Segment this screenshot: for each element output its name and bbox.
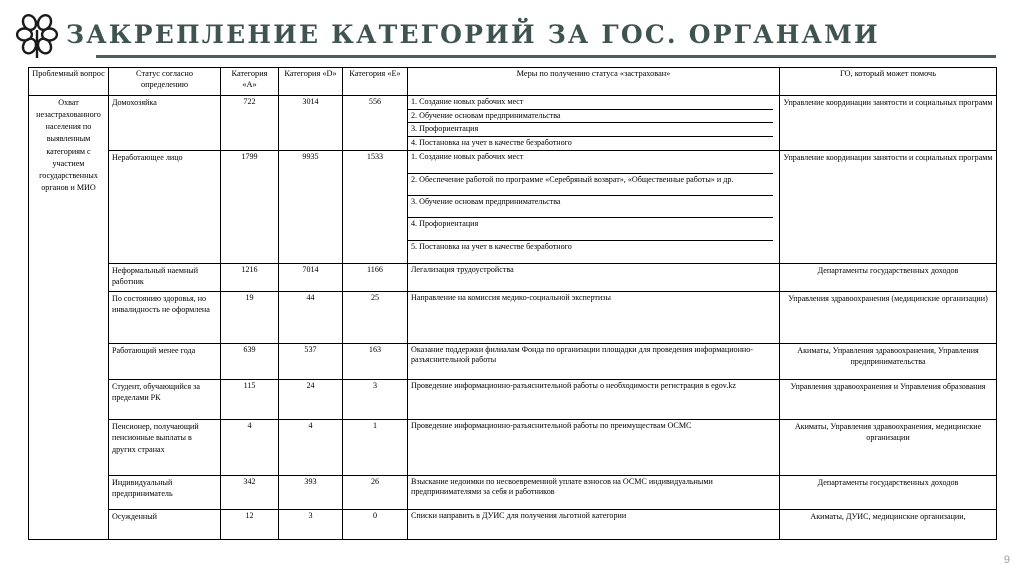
cell-category-a: 342 — [221, 475, 279, 509]
measures-list — [408, 151, 773, 263]
cell-category-a: 4 — [221, 419, 279, 475]
cell-category-e: 26 — [343, 475, 408, 509]
cell-measures — [408, 96, 780, 151]
cell-category-e: 0 — [343, 509, 408, 539]
cell-measures: Направление на комиссия медико-социальной экспертизы — [408, 291, 780, 343]
measures-list — [408, 96, 773, 150]
cell-category-d: 4 — [279, 419, 343, 475]
cell-responsible-org: Управление координации занятости и социальных программ — [780, 96, 997, 151]
cell-category-d: 24 — [279, 379, 343, 419]
category-assignment-table — [28, 67, 997, 540]
cell-measures: Проведение информационно-разъяснительной работы по преимуществам ОСМС — [408, 419, 780, 475]
cell-problem-question: Охват незастрахованного населения по выявленным категориям с участием государственных органов и МИО — [29, 96, 109, 540]
table-row — [29, 343, 997, 379]
cell-category-e: 25 — [343, 291, 408, 343]
cell-status: Индивидуальный предприниматель — [109, 475, 221, 509]
cell-measures: Оказание поддержки филиалам Фонда по организации площадки для проведения информационно-разъяснительной работы — [408, 343, 780, 379]
cell-category-d: 9935 — [279, 150, 343, 263]
measure-item: 4. Профориентация — [408, 218, 773, 240]
col-header-measures: Меры по получению статуса «застрахован» — [408, 68, 780, 96]
measure-item: 2. Обеспечение работой по программе «Серебряный возврат», «Общественные работы» и др. — [408, 173, 773, 195]
table-row — [29, 475, 997, 509]
cell-responsible-org: Акиматы, Управления здравоохранения, Управления предпринимательства — [780, 343, 997, 379]
measure-item: 5. Постановка на учет в качестве безработного — [408, 240, 773, 262]
cell-status: Пенсионер, получающий пенсионные выплаты в других странах — [109, 419, 221, 475]
cell-category-a: 1216 — [221, 263, 279, 291]
table-row — [29, 150, 997, 263]
table-row — [29, 379, 997, 419]
cell-measures: Списки направить в ДУИС для получения льготной категории — [408, 509, 780, 539]
table-header-row — [29, 68, 997, 96]
cell-category-d: 537 — [279, 343, 343, 379]
cell-status: Неработающее лицо — [109, 150, 221, 263]
cell-responsible-org: Департаменты государственных доходов — [780, 475, 997, 509]
cell-category-d: 393 — [279, 475, 343, 509]
cell-status: Домохозяйка — [109, 96, 221, 151]
slide-header — [0, 0, 1024, 64]
cell-category-e: 3 — [343, 379, 408, 419]
cell-category-e: 1166 — [343, 263, 408, 291]
measure-item: 2. Обучение основам предпринимательства — [408, 109, 773, 123]
cell-status: Работающий менее года — [109, 343, 221, 379]
page-number: 9 — [1003, 554, 1010, 566]
cell-category-d: 44 — [279, 291, 343, 343]
cell-measures: Проведение информационно-разъяснительной работы о необходимости регистрация в egov.kz — [408, 379, 780, 419]
cell-status: Осужденный — [109, 509, 221, 539]
cell-category-a: 115 — [221, 379, 279, 419]
col-header-status: Статус согласно определению — [109, 68, 221, 96]
cell-measures: Легализация трудоустройства — [408, 263, 780, 291]
cell-responsible-org: Управление координации занятости и социальных программ — [780, 150, 997, 263]
table-header — [29, 68, 997, 96]
cell-category-a: 12 — [221, 509, 279, 539]
page-title: ЗАКРЕПЛЕНИЕ КАТЕГОРИЙ ЗА ГОС. ОРГАНАМИ — [66, 20, 880, 49]
cell-responsible-org: Акиматы, Управления здравоохранения, медицинские организации — [780, 419, 997, 475]
cell-category-d: 3014 — [279, 96, 343, 151]
measure-item: 4. Постановка на учет в качестве безработного — [408, 137, 773, 150]
table-row — [29, 291, 997, 343]
cell-responsible-org: Департаменты государственных доходов — [780, 263, 997, 291]
cell-measures: Взыскание недоимки по несвоевременной уплате взносов на ОСМС индивидуальными предпринимателями за себя и работников — [408, 475, 780, 509]
title-underline-rule — [96, 55, 996, 58]
cell-category-e: 163 — [343, 343, 408, 379]
col-header-category-d: Категория «D» — [279, 68, 343, 96]
table-row — [29, 419, 997, 475]
cell-category-e: 556 — [343, 96, 408, 151]
cell-category-d: 7014 — [279, 263, 343, 291]
cell-category-e: 1533 — [343, 150, 408, 263]
measure-item: 3. Профориентация — [408, 123, 773, 137]
cell-responsible-org: Управления здравоохранения и Управления образования — [780, 379, 997, 419]
col-header-category-e: Категория «Е» — [343, 68, 408, 96]
category-assignment-table-wrapper — [28, 67, 996, 540]
cell-status: По состоянию здоровья, но инвалидность не оформлена — [109, 291, 221, 343]
measure-item: 3. Обучение основам предпринимательства — [408, 195, 773, 217]
cell-category-a: 19 — [221, 291, 279, 343]
table-body — [29, 96, 997, 540]
col-header-org: ГО, который может помочь — [780, 68, 997, 96]
measure-item: 1. Создание новых рабочих мест — [408, 151, 773, 173]
cell-measures — [408, 150, 780, 263]
cell-category-e: 1 — [343, 419, 408, 475]
cell-category-a: 1799 — [221, 150, 279, 263]
cell-responsible-org: Управления здравоохранения (медицинские организации) — [780, 291, 997, 343]
cell-category-d: 3 — [279, 509, 343, 539]
table-row — [29, 509, 997, 539]
col-header-problem: Проблемный вопрос — [29, 68, 109, 96]
table-row — [29, 263, 997, 291]
cell-status: Студент, обучающийся за пределами РК — [109, 379, 221, 419]
measure-item: 1. Создание новых рабочих мест — [408, 96, 773, 109]
cell-status: Неформальный наемный работник — [109, 263, 221, 291]
cell-responsible-org: Акиматы, ДУИС, медицинские организации, — [780, 509, 997, 539]
flower-emblem-icon — [14, 12, 60, 58]
cell-category-a: 722 — [221, 96, 279, 151]
table-row — [29, 96, 997, 151]
cell-category-a: 639 — [221, 343, 279, 379]
col-header-category-a: Категория «А» — [221, 68, 279, 96]
